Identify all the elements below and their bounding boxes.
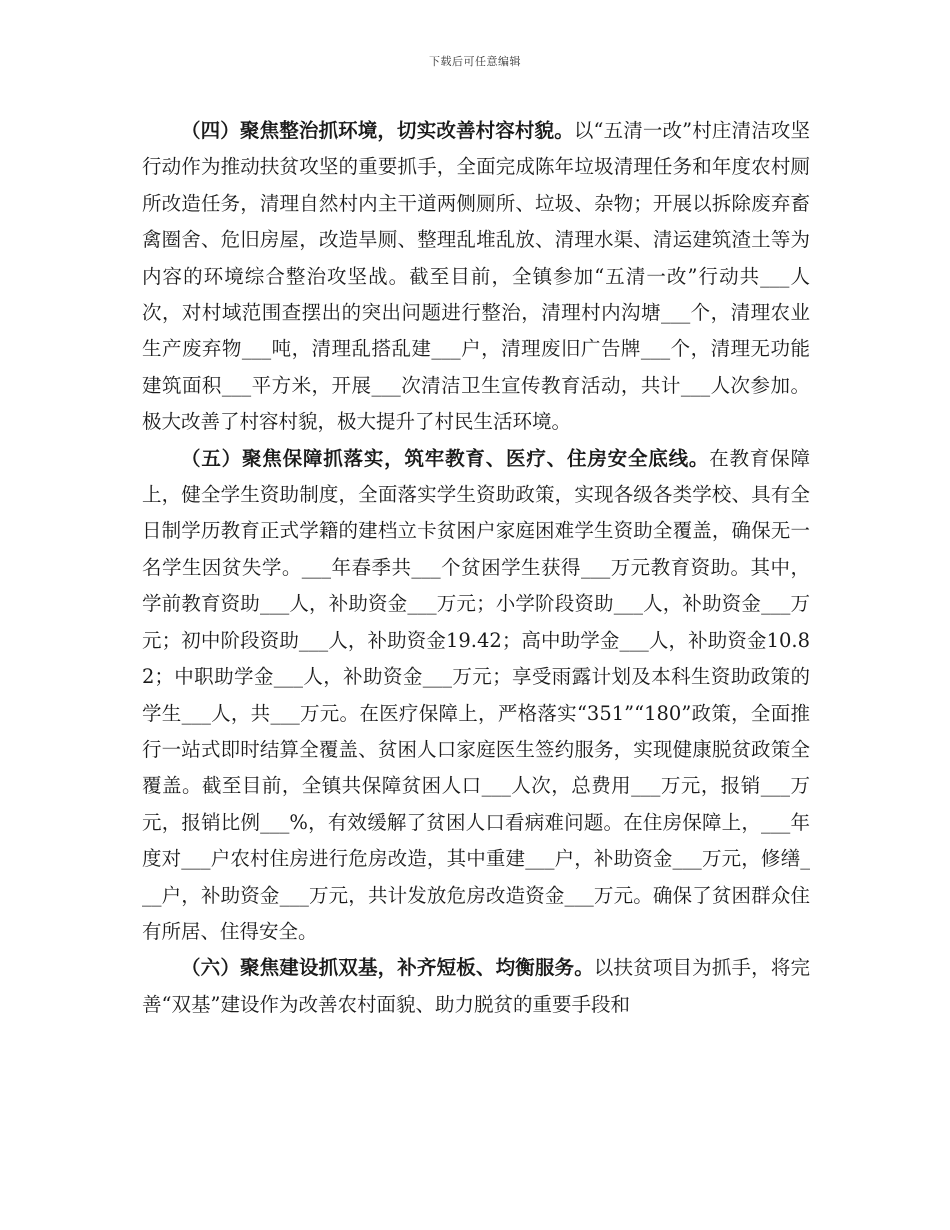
paragraph-infrastructure [142, 950, 810, 1023]
document-body [142, 113, 810, 1023]
paragraph-heading: （六）聚焦建设抓双基，补齐短板、均衡服务。 [181, 956, 594, 980]
paragraph-text: 以扶贫项目为抓手，将完善“双基”建设作为改善农村面貌、助力脱贫的重要手段和 [142, 956, 810, 1016]
paragraph-text: 以“五清一改”村庄清洁攻坚行动作为推动扶贫攻坚的重要抓手，全面完成陈年垃圾清理任务和年度农村厕所改造任务，清理自然村内主干道两侧厕所、垃圾、杂物；开展以拆除废弃畜禽圈舍、危旧房屋，改造旱厕、整理乱堆乱放、清理水渠、清运建筑渣土等为内容的环境综合整治攻坚战。截至目前，全镇参加“五清一改”行动共___人次，对村域范围查摆出的突出问题进行整治，清理村内沟塘___个，清理农业生产废弃物___吨，清理乱搭乱建___户，清理废旧广告牌___个，清理无功能建筑面积___平方米，开展___次清洁卫生宣传教育活动，共计___人次参加。极大改善了村容村貌，极大提升了村民生活环境。 [142, 119, 810, 434]
paragraph-text: 在教育保障上，健全学生资助制度，全面落实学生资助政策，实现各级各类学校、具有全日制学历教育正式学籍的建档立卡贫困户家庭困难学生资助全覆盖，确保无一名学生因贫失学。___年春季共___个贫困学生获得___万元教育资助。其中，学前教育资助___人，补助资金___万元；小学阶段资助___人，补助资金___万元；初中阶段资助___人，补助资金19.42；高中助学金___人，补助资金10.82；中职助学金___人，补助资金___万元；享受雨露计划及本科生资助政策的学生___人，共___万元。在医疗保障上，严格落实“351”“180”政策，全面推行一站式即时结算全覆盖、贫困人口家庭医生签约服务，实现健康脱贫政策全覆盖。截至目前，全镇共保障贫困人口___人次，总费用___万元，报销___万元，报销比例___%，有效缓解了贫困人口看病难问题。在住房保障上，___年度对___户农村住房进行危房改造，其中重建___户，补助资金___万元，修缮___户，补助资金___万元，共计发放危房改造资金___万元。确保了贫困群众住有所居、住得安全。 [142, 446, 810, 943]
paragraph-security [142, 441, 810, 951]
paragraph-heading: （四）聚焦整治抓环境，切实改善村容村貌。 [181, 119, 574, 142]
page-header: 下载后可任意编辑 [429, 55, 521, 68]
paragraph-environment [142, 113, 810, 441]
paragraph-heading: （五）聚焦保障抓落实，筑牢教育、医疗、住房安全底线。 [181, 446, 710, 470]
